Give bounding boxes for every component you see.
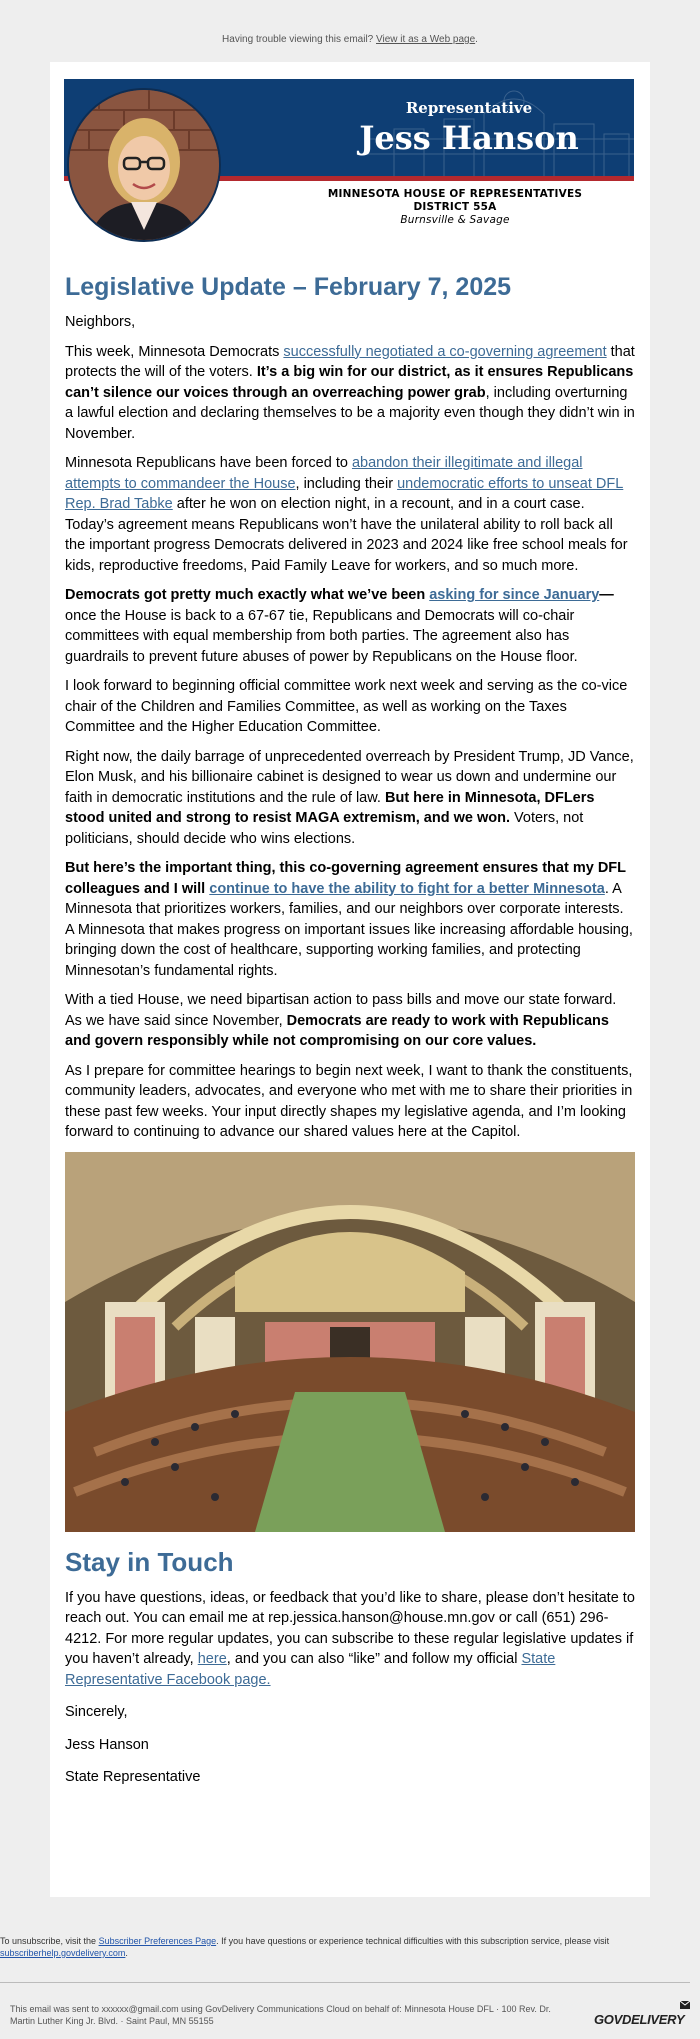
newsletter-body (65, 272, 635, 1797)
paragraph-tie: Democrats got pretty much exactly what we’ve been asking for since January—once the House is back to a 67-67 tie, Republicans and Democrats will co-chair committees with equal membership from both parties. The agreement also has guardrails to prevent future abuses of power by Republicans on the House floor. (65, 587, 614, 665)
co-governing-agreement-link[interactable]: successfully negotiated a co-governing agreement (283, 343, 607, 360)
subscriber-help-link[interactable]: subscriberhelp.govdelivery.com (0, 1948, 126, 1958)
paragraph-agreement: This week, Minnesota Democrats successfully negotiated a co-governing agreement that protects the will of the voters. It’s a big win for our district, as it ensures Republicans can’t silence our voices through an overreaching power grab, including overturning a lawful election and declaring themselves to be a majority even though they didn’t win in November. (65, 343, 635, 442)
page-title: Legislative Update – February 7, 2025 (65, 273, 512, 301)
unseat-tabke-link[interactable]: undemocratic efforts to unseat DFL Rep. Brad Tabke (65, 475, 624, 512)
signature-role: State Representative (65, 1769, 201, 1785)
facebook-page-link[interactable]: State Representative Facebook page. (65, 1651, 556, 1688)
stay-in-touch-heading: Stay in Touch (65, 1546, 234, 1577)
paragraph-thanks: As I prepare for committee hearings to begin next week, I want to thank the constituents, community leaders, advocates, and everyone who met with me to share their priorities in these past few weeks. Your input directly shapes my legislative agenda, and I’m looking forward to continuing to advance our shared values here at the Capitol. (65, 1062, 633, 1140)
unsubscribe-footer: To unsubscribe, visit the Subscriber Preferences Page. If you have questions or experience technical difficulties with this subscription service, please visit subscriberhelp.govdelivery.com. (0, 1936, 610, 1958)
towns-label: Burnsville & Savage (400, 214, 510, 226)
commandeer-house-link[interactable]: abandon their illegitimate and illegal attempts to commandeer the House (65, 455, 583, 492)
district-info (290, 188, 620, 227)
email-card (50, 62, 650, 1897)
subscriber-preferences-link[interactable]: Subscriber Preferences Page (98, 1936, 217, 1946)
paragraph-important: But here’s the important thing, this co-governing agreement ensures that my DFL colleagues and I will continue to have the ability to fight for a better Minnesota. A Minnesota that prioritizes workers, families, and our neighbors over corporate interests. A Minnesota that makes progress on important issues like increasing affordable housing, bringing down the cost of healthcare, supporting working families, and protecting Minnesotan’s fundamental rights. (65, 860, 633, 979)
house-chamber-photo (65, 1152, 635, 1532)
house-label: MINNESOTA HOUSE OF REPRESENTATIVES (327, 188, 583, 200)
paragraph-overreach: Right now, the daily barrage of unprecedented overreach by President Trump, JD Vance, Elon Musk, and his billionaire cabinet is designed to wear us down and undermine our faith in democratic institutions and the rule of law. But here in Minnesota, DFLers stood united and strong to resist MAGA extremism, and we won. Voters, not politicians, should decide who wins elections. (65, 748, 634, 847)
signature-name: Jess Hanson (65, 1736, 149, 1753)
asking-since-january-link[interactable]: asking for since January (429, 587, 600, 603)
footer-divider (0, 1982, 690, 1983)
sender-info: This email was sent to xxxxxx@gmail.com using GovDelivery Communications Cloud on behalf of: Minnesota House DFL · 100 Rev. Dr. Martin Luther King Jr. Blvd. · Saint Paul, MN 55155 (10, 2004, 551, 2026)
web-page-link[interactable]: View it as a Web page (376, 34, 476, 45)
paragraph-contact: If you have questions, ideas, or feedback that you’d like to share, please don’t hesitate to reach out. You can email me at rep.jessica.hanson@house.mn.gov or call (651) 296-4212. For more regular updates, you can subscribe to these regular legislative updates if you haven’t already, here, and you can also “like” and follow my official State Representative Facebook page. (65, 1589, 635, 1688)
district-label: DISTRICT 55A (413, 201, 497, 213)
web-view-note: Having trouble viewing this email? View it as a Web page. (222, 34, 478, 45)
greeting: Neighbors, (65, 314, 136, 330)
representative-label: Representative (405, 99, 533, 117)
subscribe-here-link[interactable]: here (197, 1651, 227, 1667)
fight-for-minnesota-link[interactable]: continue to have the ability to fight for a better Minnesota (209, 880, 605, 897)
govdelivery-logo[interactable]: GOVDELIVERY (594, 2012, 685, 2027)
paragraph-committees: I look forward to beginning official committee work next week and serving as the co-vice chair of the Children and Families Committee, as well as working on the Taxes Committee and the Higher Education Committee. (65, 678, 628, 735)
portrait-photo (69, 90, 219, 240)
paragraph-bipartisan: With a tied House, we need bipartisan action to pass bills and move our state forward. As we have said since November, Democrats are ready to work with Republicans and govern responsibly while not compromising on our core values. (65, 992, 617, 1049)
representative-name: Jess Hanson (359, 119, 579, 157)
avatar (67, 88, 221, 242)
paragraph-republicans: Minnesota Republicans have been forced to abandon their illegitimate and illegal attempts to commandeer the House, including their undemocratic efforts to unseat DFL Rep. Brad Tabke after he won on election night, in a recount, and in a court case. Today’s agreement means Republicans won’t have the unilateral ability to roll back all the important progress Democrats delivered in 2023 and 2024 like free school meals for kids, reproductive freedoms, Paid Family Leave for workers, and so much more. (65, 455, 628, 574)
govdelivery-envelope-icon (679, 2000, 691, 2010)
sign-off: Sincerely, (65, 1704, 128, 1720)
